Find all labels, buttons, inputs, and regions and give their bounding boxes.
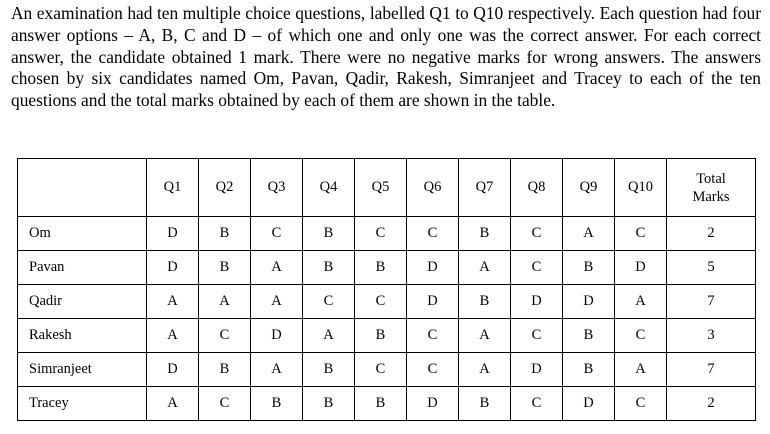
question-header-q3: Q3 [251,159,303,217]
answer-cell: A [459,319,511,353]
answer-cell: C [615,319,667,353]
total-header-line2: Marks [692,188,730,205]
answer-cell: B [563,319,615,353]
answer-cell: B [303,251,355,285]
answer-cell: D [407,285,459,319]
question-header-q1: Q1 [147,159,199,217]
answer-cell: C [251,217,303,251]
table-row [18,217,756,251]
total-marks-header [667,159,756,217]
answer-cell: A [251,353,303,387]
answer-cell: D [511,353,563,387]
answer-cell: A [459,251,511,285]
corner-cell [18,159,147,217]
answer-cell: A [615,285,667,319]
candidate-name: Pavan [18,251,147,285]
answer-cell: C [355,353,407,387]
answer-cell: B [303,387,355,421]
answer-cell: C [511,217,563,251]
problem-statement: An examination had ten multiple choice questions, labelled Q1 to Q10 respectively. Each question had four answer options – A, B, C and D – of which one and only one was the correct answer. For each correct answer, the candidate obtained 1 mark. There were no negative marks for wrong answers. The answers chosen by six candidates named Om, Pavan, Qadir, Rakesh, Simranjeet and Tracey to each of the ten questions and the total marks obtained by each of them are shown in the table. [11,3,761,111]
answer-cell: D [615,251,667,285]
answer-cell: B [459,285,511,319]
candidate-name: Tracey [18,387,147,421]
answer-cell: A [563,217,615,251]
table-row [18,387,756,421]
candidate-name: Qadir [18,285,147,319]
answer-cell: C [303,285,355,319]
candidate-name: Rakesh [18,319,147,353]
answer-cell: C [615,387,667,421]
answer-cell: C [511,387,563,421]
answer-cell: C [407,319,459,353]
question-header-q5: Q5 [355,159,407,217]
answer-cell: D [407,251,459,285]
candidate-name: Simranjeet [18,353,147,387]
answer-cell: B [355,319,407,353]
answer-cell: B [199,251,251,285]
answer-cell: A [251,285,303,319]
answer-cell: A [199,285,251,319]
table-row [18,285,756,319]
answer-cell: B [303,353,355,387]
answer-cell: B [303,217,355,251]
answer-cell: A [147,319,199,353]
answer-cell: C [511,251,563,285]
total-marks-cell: 3 [667,319,756,353]
answer-cell: C [407,217,459,251]
answer-cell: A [459,353,511,387]
answer-cell: B [459,217,511,251]
answer-cell: C [511,319,563,353]
table-row [18,319,756,353]
table-body [18,217,756,421]
answer-cell: B [459,387,511,421]
candidate-name: Om [18,217,147,251]
question-header-q8: Q8 [511,159,563,217]
answer-cell: D [511,285,563,319]
answer-cell: A [147,387,199,421]
answer-cell: C [199,387,251,421]
answer-cell: A [303,319,355,353]
question-header-q7: Q7 [459,159,511,217]
question-header-q10: Q10 [615,159,667,217]
answer-cell: B [199,353,251,387]
total-header-line1: Total [696,170,726,187]
answer-cell: B [355,387,407,421]
answer-cell: D [251,319,303,353]
answer-cell: A [615,353,667,387]
total-marks-cell: 7 [667,285,756,319]
question-header-q6: Q6 [407,159,459,217]
question-header-q4: Q4 [303,159,355,217]
answers-table [17,158,756,421]
answer-cell: B [563,353,615,387]
answer-cell: B [251,387,303,421]
answer-cell: C [615,217,667,251]
header-row [18,159,756,217]
answer-cell: B [355,251,407,285]
table-row [18,251,756,285]
answer-cell: D [147,251,199,285]
answer-cell: D [147,353,199,387]
answer-cell: B [563,251,615,285]
total-marks-cell: 2 [667,217,756,251]
answer-cell: D [147,217,199,251]
question-header-q9: Q9 [563,159,615,217]
answer-cell: C [355,217,407,251]
answer-cell: D [407,387,459,421]
answer-cell: C [199,319,251,353]
table-row [18,353,756,387]
question-header-q2: Q2 [199,159,251,217]
total-marks-cell: 2 [667,387,756,421]
answer-cell: A [251,251,303,285]
total-marks-cell: 7 [667,353,756,387]
answer-cell: D [563,285,615,319]
answer-cell: D [563,387,615,421]
answer-cell: B [199,217,251,251]
total-marks-cell: 5 [667,251,756,285]
answer-cell: C [407,353,459,387]
answer-cell: C [355,285,407,319]
answer-cell: A [147,285,199,319]
